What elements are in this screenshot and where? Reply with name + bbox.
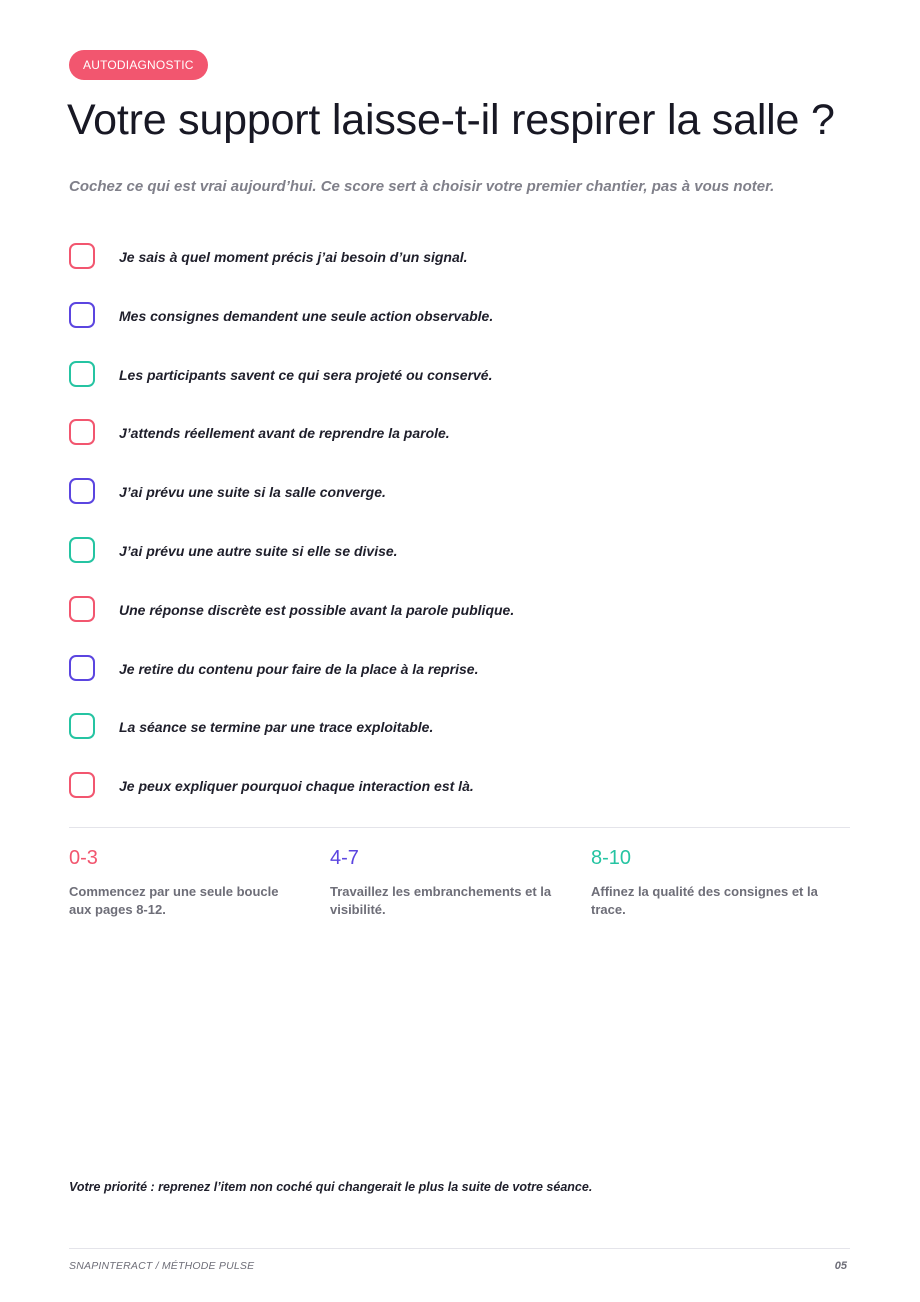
- checklist-item: [69, 710, 850, 769]
- checklist-item-label: J’ai prévu une suite si la salle converge.: [119, 484, 386, 501]
- score-advice: Affinez la qualité des consignes et la trace.: [591, 884, 818, 917]
- checklist-item: [69, 769, 850, 828]
- checklist-item-label: Je sais à quel moment précis j’ai besoin d’un signal.: [119, 249, 468, 265]
- checklist: [69, 240, 850, 828]
- checklist-item: [69, 534, 850, 593]
- score-band-mid: [330, 846, 560, 919]
- checklist-item-label: J’attends réellement avant de reprendre la parole.: [119, 425, 450, 442]
- checklist-item-label: Mes consignes demandent une seule action observable.: [119, 307, 494, 324]
- checklist-item: [69, 240, 850, 299]
- checkbox[interactable]: [69, 713, 95, 739]
- checkbox[interactable]: [69, 537, 95, 563]
- checkbox[interactable]: [69, 361, 95, 387]
- checklist-item: [69, 652, 850, 711]
- checkbox[interactable]: [69, 596, 95, 622]
- score-range: 8-10: [591, 847, 632, 869]
- page-subtitle: Cochez ce qui est vrai aujourd’hui. Ce score sert à choisir votre premier chantier, pas à vous noter.: [69, 178, 775, 195]
- checklist-item-label: Une réponse discrète est possible avant la parole publique.: [119, 601, 515, 618]
- checklist-item: [69, 593, 850, 652]
- page-number: 05: [834, 1260, 847, 1272]
- checkbox[interactable]: [69, 419, 95, 445]
- checklist-item-label: Je retire du contenu pour faire de la place à la reprise.: [119, 660, 479, 677]
- score-band-low: [69, 846, 299, 919]
- checklist-item: [69, 358, 850, 417]
- footer-brand: SNAPINTERACT / MÉTHODE PULSE: [69, 1260, 255, 1272]
- checklist-item-label: Les participants savent ce qui sera projeté ou conservé.: [119, 366, 493, 383]
- checklist-item: [69, 416, 850, 475]
- page-title: Votre support laisse-t-il respirer la salle ?: [67, 96, 835, 144]
- checkbox[interactable]: [69, 243, 95, 269]
- score-advice: Commencez par une seule boucle aux pages 8-12.: [69, 884, 279, 917]
- score-range: 4-7: [330, 847, 359, 869]
- score-band-high: [591, 846, 821, 919]
- score-legend: [69, 846, 850, 936]
- checkbox[interactable]: [69, 655, 95, 681]
- divider: [69, 827, 850, 828]
- score-advice: Travaillez les embranchements et la visibilité.: [330, 884, 552, 917]
- checklist-item: [69, 299, 850, 358]
- footer-divider: [69, 1248, 850, 1249]
- checkbox[interactable]: [69, 302, 95, 328]
- checklist-item-label: Je peux expliquer pourquoi chaque interaction est là.: [119, 778, 474, 795]
- page: [69, 0, 850, 1302]
- checklist-item: [69, 475, 850, 534]
- checkbox[interactable]: [69, 478, 95, 504]
- priority-note: Votre priorité : reprenez l’item non coché qui changerait le plus la suite de votre séance.: [69, 1180, 593, 1194]
- checkbox[interactable]: [69, 772, 95, 798]
- score-range: 0-3: [69, 847, 98, 869]
- autodiagnostic-badge: AUTODIAGNOSTIC: [69, 50, 208, 80]
- checklist-item-label: La séance se termine par une trace exploitable.: [119, 719, 434, 736]
- checklist-item-label: J’ai prévu une autre suite si elle se divise.: [119, 542, 398, 559]
